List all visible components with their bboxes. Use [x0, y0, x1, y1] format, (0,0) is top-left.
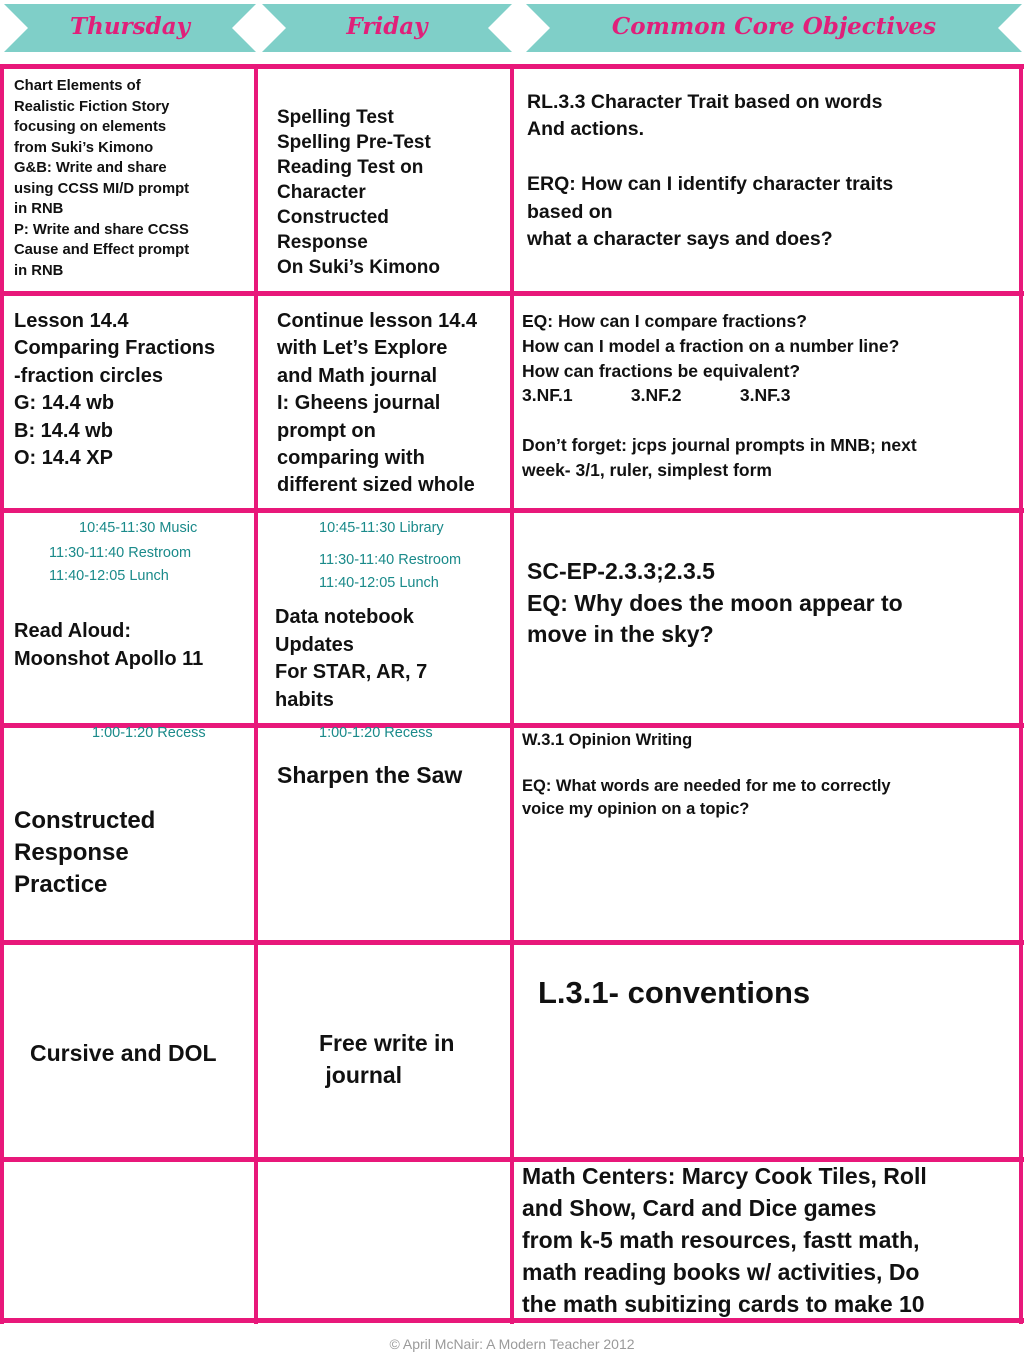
row3-thursday-schedule-2: 11:30-11:40 Restroom	[49, 545, 192, 561]
row5-objectives	[538, 973, 1014, 1013]
row5-thursday-text: Cursive and DOL	[30, 1040, 217, 1066]
copyright-footer: © April McNair: A Modern Teacher 2012	[389, 1336, 635, 1352]
row1-thursday-text: Chart Elements of Realistic Fiction Story focusing on elements from Suki’s Kimono G&B: Write and share using CCSS MI/D prompt in RNB P: Write and share CCSS Cause and Effect prompt in RNB	[14, 78, 190, 279]
row1-objectives-text: RL.3.3 Character Trait based on words And actions. ERQ: How can I identify character traits based on what a character says and does?	[527, 91, 894, 251]
row3-objectives-text: SC-EP-2.3.3;2.3.5 EQ: Why does the moon appear to move in the sky?	[527, 558, 903, 647]
objectives-banner	[526, 4, 1022, 52]
row3-friday	[275, 604, 507, 714]
thursday-header: Thursday	[70, 13, 190, 40]
row4-friday-schedule-1: 1:00-1:20 Recess	[319, 725, 433, 741]
row5-objectives-text: L.3.1- conventions	[538, 975, 811, 1010]
row3-thursday-schedule-3: 11:40-12:05 Lunch	[49, 568, 169, 584]
friday-banner	[262, 4, 512, 52]
row3-friday-text: Data notebook Updates For STAR, AR, 7 habits	[275, 606, 428, 711]
row5-friday-text: Free write in journal	[319, 1030, 455, 1088]
grid-col-line-0	[0, 64, 4, 1324]
row2-objectives	[522, 309, 1016, 483]
grid-col-line-2	[510, 64, 514, 1324]
row3-thursday-schedule-1: 10:45-11:30 Music	[79, 520, 198, 536]
objectives-header: Common Core Objectives	[611, 13, 937, 40]
row1-thursday	[14, 76, 250, 281]
grid-col-line-3	[1019, 64, 1023, 1324]
row1-friday	[277, 105, 505, 280]
thursday-banner	[4, 4, 256, 52]
row2-objectives-text: EQ: How can I compare fractions? How can I model a fraction on a number line? How can fractions be equivalent? 3.NF.1 3.NF.2 3.NF.3 Don’t forget: jcps journal prompts in MNB; next week- 3/1, ruler, simplest form	[522, 311, 917, 480]
row4-thursday-text: Constructed Response Practice	[14, 807, 156, 898]
row1-objectives	[527, 89, 1015, 253]
row4-friday	[277, 760, 509, 790]
row4-friday-text: Sharpen the Saw	[277, 762, 463, 788]
row4-objectives	[522, 729, 1016, 821]
row4-thursday-schedule-1: 1:00-1:20 Recess	[92, 725, 206, 741]
row4-objectives-text: W.3.1 Opinion Writing EQ: What words are needed for me to correctly voice my opinion on a topic?	[522, 731, 891, 818]
row3-friday-schedule-1: 10:45-11:30 Library	[319, 520, 444, 536]
grid-col-line-1	[254, 64, 258, 1324]
row3-friday-schedule-3: 11:40-12:05 Lunch	[319, 575, 439, 591]
row2-friday-text: Continue lesson 14.4 with Let’s Explore and Math journal I: Gheens journal prompt on comparing with different sized whole	[277, 310, 478, 497]
row3-thursday-text: Read Aloud: Moonshot Apollo 11	[14, 620, 204, 670]
friday-header: Friday	[346, 13, 428, 40]
row3-objectives	[527, 556, 1015, 651]
row5-friday	[319, 1027, 507, 1091]
row1-friday-text: Spelling Test Spelling Pre-Test Reading Test on Character Constructed Response On Suki’s Kimono	[277, 107, 440, 278]
row6-objectives-text: Math Centers: Marcy Cook Tiles, Roll and Show, Card and Dice games from k-5 math resources, fastt math, math reading books w/ activities, Do the math subitizing cards to make 10	[522, 1163, 927, 1317]
row4-thursday	[14, 805, 252, 901]
row6-objectives	[522, 1160, 1016, 1320]
row3-friday-schedule-2: 11:30-11:40 Restroom	[319, 552, 462, 568]
row2-thursday-text: Lesson 14.4 Comparing Fractions -fraction circles G: 14.4 wb B: 14.4 wb O: 14.4 XP	[14, 310, 216, 470]
row2-friday	[277, 308, 509, 500]
row2-thursday	[14, 308, 252, 472]
row3-thursday	[14, 618, 252, 673]
row5-thursday	[30, 1038, 252, 1068]
